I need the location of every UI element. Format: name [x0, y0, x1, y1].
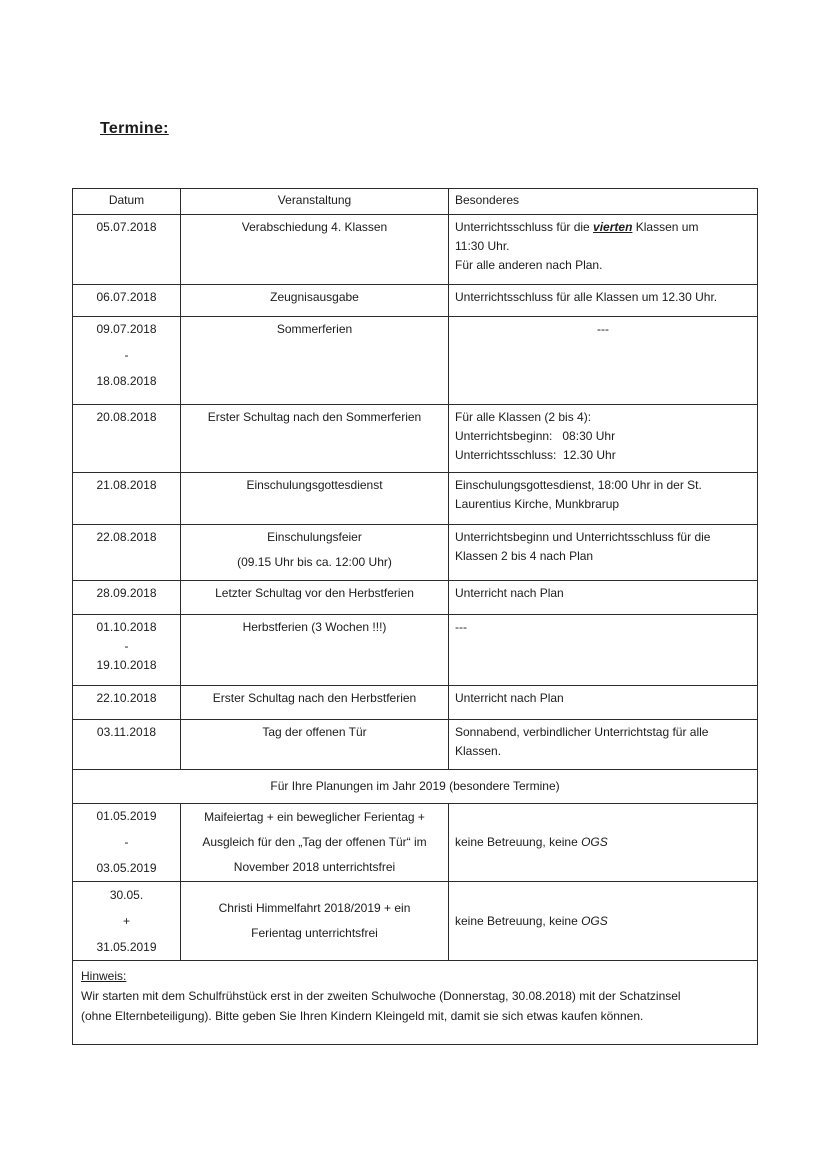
besonderes-line — [455, 427, 751, 446]
besonderes-line — [455, 476, 751, 495]
table-row — [73, 720, 758, 770]
besonderes-cell — [449, 581, 758, 615]
veranstaltung-line: Herbstferien (3 Wochen !!!) — [242, 620, 387, 634]
datum-line: 20.08.2018 — [96, 410, 157, 424]
besonderes-line — [455, 689, 751, 708]
datum-line: 30.05. — [109, 887, 144, 902]
table-row — [73, 215, 758, 285]
datum-cell — [73, 525, 181, 581]
text-segment: Unterricht nach Plan — [455, 586, 564, 600]
page-title: Termine: — [100, 120, 169, 137]
table-row — [73, 473, 758, 525]
text-segment: Unterrichtsschluss für die — [455, 220, 594, 234]
table-row — [73, 285, 758, 317]
besonderes-cell — [449, 215, 758, 285]
besonderes-cell — [449, 804, 758, 882]
veranstaltung-line: (09.15 Uhr bis ca. 12:00 Uhr) — [237, 555, 392, 569]
besonderes-line — [455, 446, 751, 465]
veranstaltung-cell — [181, 525, 449, 581]
termine-table — [72, 188, 758, 1045]
section-row-label: Für Ihre Planungen im Jahr 2019 (besondere Termine) — [73, 770, 758, 804]
text-segment: Einschulungsgottesdienst, 18:00 Uhr in der St. — [455, 478, 702, 492]
besonderes-cell — [449, 473, 758, 525]
datum-cell — [73, 615, 181, 686]
besonderes-line — [455, 742, 751, 761]
veranstaltung-cell — [181, 720, 449, 770]
note-cell — [73, 961, 758, 1045]
besonderes-cell — [449, 882, 758, 961]
table-row — [73, 317, 758, 405]
datum-cell — [73, 317, 181, 405]
veranstaltung-line: Letzter Schultag vor den Herbstferien — [215, 586, 414, 600]
text-segment: Unterrichtsschluss: 12.30 Uhr — [455, 448, 616, 462]
veranstaltung-cell — [181, 615, 449, 686]
text-segment: 11:30 Uhr. — [455, 239, 510, 253]
veranstaltung-line: Zeugnisausgabe — [270, 290, 359, 304]
text-segment: Sonnabend, verbindlicher Unterrichtstag für alle — [455, 725, 709, 739]
note-row — [73, 961, 758, 1045]
column-header-veranstaltung: Veranstaltung — [181, 189, 449, 215]
veranstaltung-cell — [181, 473, 449, 525]
datum-line: 18.08.2018 — [96, 374, 157, 388]
besonderes-line — [455, 408, 751, 427]
text-segment: Unterrichtsschluss für alle Klassen um 12.30 Uhr. — [455, 290, 718, 304]
text-segment: Unterricht nach Plan — [455, 691, 564, 705]
note-line: Wir starten mit dem Schulfrühstück erst in der zweiten Schulwoche (Donnerstag, 30.08.2018) mit der Schatzinsel — [81, 989, 681, 1003]
table-row — [73, 804, 758, 882]
datum-cell — [73, 285, 181, 317]
table-row — [73, 405, 758, 473]
besonderes-line — [455, 547, 751, 566]
column-header-datum: Datum — [73, 189, 181, 215]
datum-line: 09.07.2018 — [96, 322, 157, 336]
veranstaltung-line: Einschulungsgottesdienst — [246, 478, 383, 492]
text-segment: --- — [597, 322, 609, 336]
italic-text: OGS — [581, 835, 608, 849]
besonderes-cell — [449, 525, 758, 581]
besonderes-cell — [449, 720, 758, 770]
besonderes-cell — [449, 686, 758, 720]
besonderes-line — [455, 320, 751, 339]
datum-line: 31.05.2019 — [96, 939, 157, 954]
text-segment: Klassen um — [632, 220, 699, 234]
datum-cell — [73, 720, 181, 770]
datum-line: 06.07.2018 — [96, 290, 157, 304]
besonderes-cell — [449, 615, 758, 686]
text-segment: keine Betreuung, keine — [455, 913, 582, 928]
datum-line: 05.07.2018 — [96, 220, 157, 234]
veranstaltung-cell — [181, 581, 449, 615]
datum-line: 22.10.2018 — [96, 691, 157, 705]
datum-line: 01.10.2018 — [96, 620, 157, 634]
datum-line: 21.08.2018 — [96, 478, 157, 492]
table-row — [73, 615, 758, 686]
text-segment: Laurentius Kirche, Munkbrarup — [455, 497, 620, 511]
datum-cell — [73, 215, 181, 285]
text-segment: keine Betreuung, keine — [455, 835, 582, 849]
datum-line: 01.05.2019 — [96, 809, 157, 823]
veranstaltung-line: Christi Himmelfahrt 2018/2019 + ein — [218, 901, 411, 915]
text-segment: Für alle Klassen (2 bis 4): — [455, 410, 592, 424]
veranstaltung-cell — [181, 686, 449, 720]
table-row — [73, 882, 758, 961]
datum-cell — [73, 804, 181, 882]
italic-text: OGS — [581, 913, 608, 928]
veranstaltung-line: Tag der offenen Tür — [262, 725, 367, 739]
text-segment: Unterrichtsbeginn: 08:30 Uhr — [455, 429, 616, 443]
datum-cell — [73, 686, 181, 720]
table-row — [73, 581, 758, 615]
besonderes-line — [455, 237, 751, 256]
text-segment: Klassen 2 bis 4 nach Plan — [455, 549, 594, 563]
table-body — [73, 215, 758, 961]
besonderes-line — [455, 218, 751, 237]
datum-cell — [73, 473, 181, 525]
veranstaltung-cell — [181, 804, 449, 882]
veranstaltung-line: Ausgleich für den „Tag der offenen Tür“ im — [202, 835, 427, 849]
veranstaltung-cell — [181, 285, 449, 317]
besonderes-line — [455, 495, 751, 514]
veranstaltung-line: Verabschiedung 4. Klassen — [241, 220, 388, 234]
text-segment: --- — [455, 620, 467, 634]
besonderes-line — [455, 723, 751, 742]
veranstaltung-cell — [181, 882, 449, 961]
veranstaltung-line: Sommerferien — [276, 322, 353, 336]
besonderes-cell — [449, 285, 758, 317]
datum-line: 22.08.2018 — [96, 530, 157, 544]
besonderes-line — [455, 912, 751, 931]
veranstaltung-line: Maifeiertag + ein beweglicher Ferientag + — [204, 810, 425, 824]
datum-line: - — [124, 639, 129, 653]
veranstaltung-line: Erster Schultag nach den Herbstferien — [212, 691, 417, 705]
datum-line: 03.11.2018 — [96, 725, 157, 739]
besonderes-line — [455, 584, 751, 603]
besonderes-line — [455, 618, 751, 637]
text-segment: Klassen. — [455, 744, 502, 758]
datum-line: - — [124, 348, 129, 362]
besonderes-line — [455, 256, 751, 275]
datum-line: 19.10.2018 — [96, 658, 157, 672]
datum-cell — [73, 882, 181, 961]
table-header-row — [73, 189, 758, 215]
note-label: Hinweis: — [81, 969, 127, 983]
datum-line: 28.09.2018 — [96, 586, 157, 600]
table-row — [73, 686, 758, 720]
besonderes-line — [455, 288, 751, 307]
veranstaltung-line: November 2018 unterrichtsfrei — [233, 860, 396, 874]
veranstaltung-cell — [181, 405, 449, 473]
besonderes-cell — [449, 317, 758, 405]
datum-cell — [73, 405, 181, 473]
besonderes-cell — [449, 405, 758, 473]
emphasized-text: vierten — [593, 220, 633, 234]
text-segment: Unterrichtsbeginn und Unterrichtsschluss für die — [455, 530, 711, 544]
text-segment: Für alle anderen nach Plan. — [455, 258, 603, 272]
veranstaltung-line: Einschulungsfeier — [267, 530, 362, 544]
datum-cell — [73, 581, 181, 615]
veranstaltung-cell — [181, 317, 449, 405]
note-line: (ohne Elternbeteiligung). Bitte geben Sie Ihren Kindern Kleingeld mit, damit sie sich etwas kaufen können. — [81, 1009, 644, 1023]
table-row — [73, 525, 758, 581]
veranstaltung-line: Erster Schultag nach den Sommerferien — [207, 410, 422, 424]
veranstaltung-cell — [181, 215, 449, 285]
datum-line: + — [122, 913, 130, 928]
datum-line: - — [124, 835, 129, 849]
veranstaltung-line: Ferientag unterrichtsfrei — [251, 926, 378, 940]
section-row — [73, 770, 758, 804]
column-header-besonderes: Besonderes — [449, 189, 758, 215]
besonderes-line — [455, 528, 751, 547]
datum-line: 03.05.2019 — [96, 861, 157, 875]
besonderes-line — [455, 833, 751, 852]
